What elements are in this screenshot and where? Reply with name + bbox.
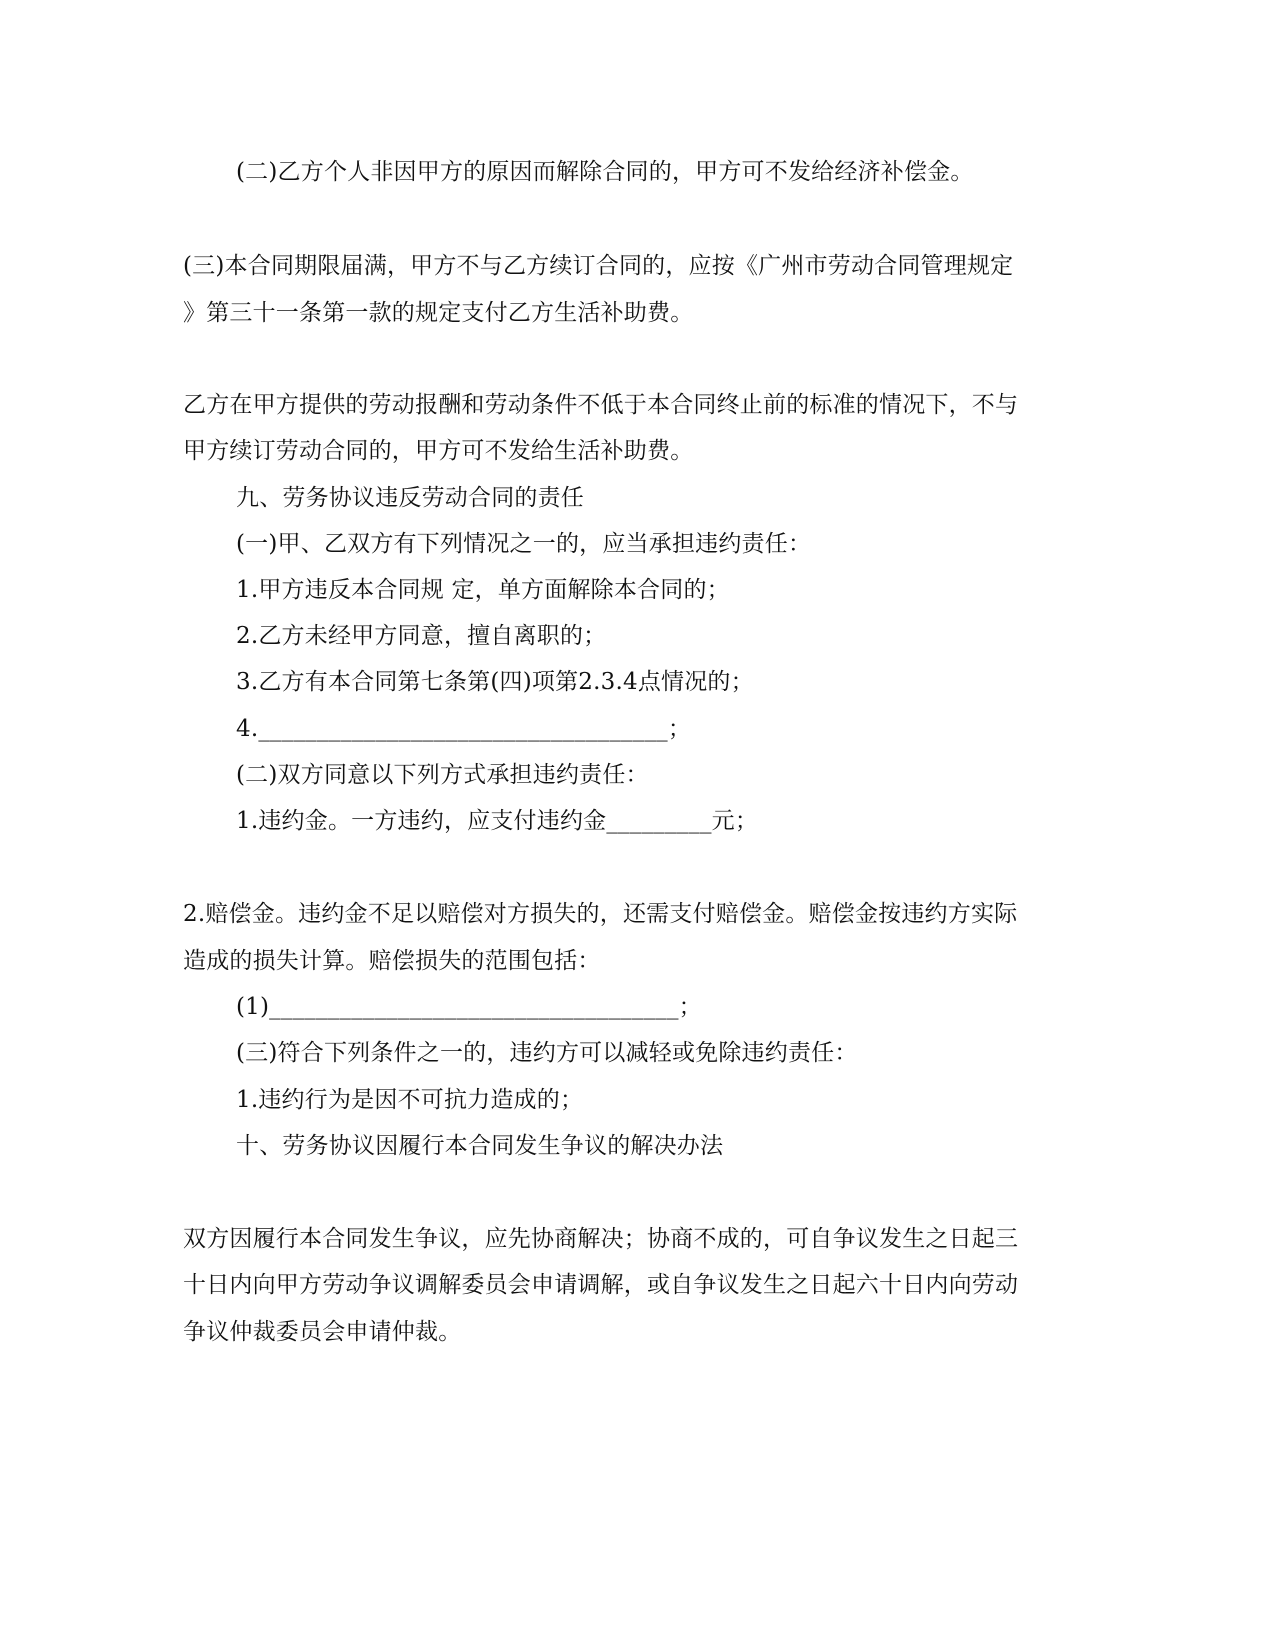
clause-9-2-item-2-line-1: 2.赔偿金。违约金不足以赔偿对方损失的，还需支付赔偿金。赔偿金按违约方实际 xyxy=(183,901,1018,927)
clause-9-2-item-1: 1.违约金。一方违约，应支付违约金_________元； xyxy=(236,808,759,834)
dispute-paragraph-line-2: 十日内向甲方劳动争议调解委员会申请调解，或自争议发生之日起六十日内向劳动 xyxy=(183,1272,1019,1298)
clause-9-3-item-1: 1.违约行为是因不可抗力造成的； xyxy=(236,1087,584,1113)
clause-9-1-item-1: 1.甲方违反本合同规 定，单方面解除本合同的； xyxy=(236,577,730,603)
clause-9-1-item-2: 2.乙方未经甲方同意，擅自离职的； xyxy=(236,623,607,649)
clause-9-1: (一)甲、乙双方有下列情况之一的，应当承担违约责任： xyxy=(236,531,812,557)
clause-9-2-item-2-line-2: 造成的损失计算。赔偿损失的范围包括： xyxy=(183,948,601,974)
clause-8-3-line-2: 》第三十一条第一款的规定支付乙方生活补助费。 xyxy=(183,300,694,326)
dispute-paragraph-line-3: 争议仲裁委员会申请仲裁。 xyxy=(183,1319,462,1345)
clause-8-3-line-1: (三)本合同期限届满，甲方不与乙方续订合同的，应按《广州市劳动合同管理规定 xyxy=(183,253,1014,279)
clause-8-2: (二)乙方个人非因甲方的原因而解除合同的，甲方可不发给经济补偿金。 xyxy=(236,159,974,185)
dispute-paragraph-line-1: 双方因履行本合同发生争议，应先协商解决；协商不成的，可自争议发生之日起三 xyxy=(183,1226,1019,1252)
paragraph-subsidy-line-1: 乙方在甲方提供的劳动报酬和劳动条件不低于本合同终止前的标准的情况下，不与 xyxy=(183,392,1019,418)
section-10-heading: 十、劳务协议因履行本合同发生争议的解决办法 xyxy=(236,1133,724,1159)
paragraph-subsidy-line-2: 甲方续订劳动合同的，甲方可不发给生活补助费。 xyxy=(183,438,694,464)
damage-scope-item-1-blank: (1)___________________________________； xyxy=(236,994,702,1020)
clause-9-2: (二)双方同意以下列方式承担违约责任： xyxy=(236,762,649,788)
clause-9-1-item-4-blank: 4.___________________________________； xyxy=(236,716,692,742)
clause-9-3: (三)符合下列条件之一的，违约方可以减轻或免除违约责任： xyxy=(236,1040,858,1066)
section-9-heading: 九、劳务协议违反劳动合同的责任 xyxy=(236,485,584,511)
clause-9-1-item-3: 3.乙方有本合同第七条第(四)项第2.3.4点情况的； xyxy=(236,669,754,695)
